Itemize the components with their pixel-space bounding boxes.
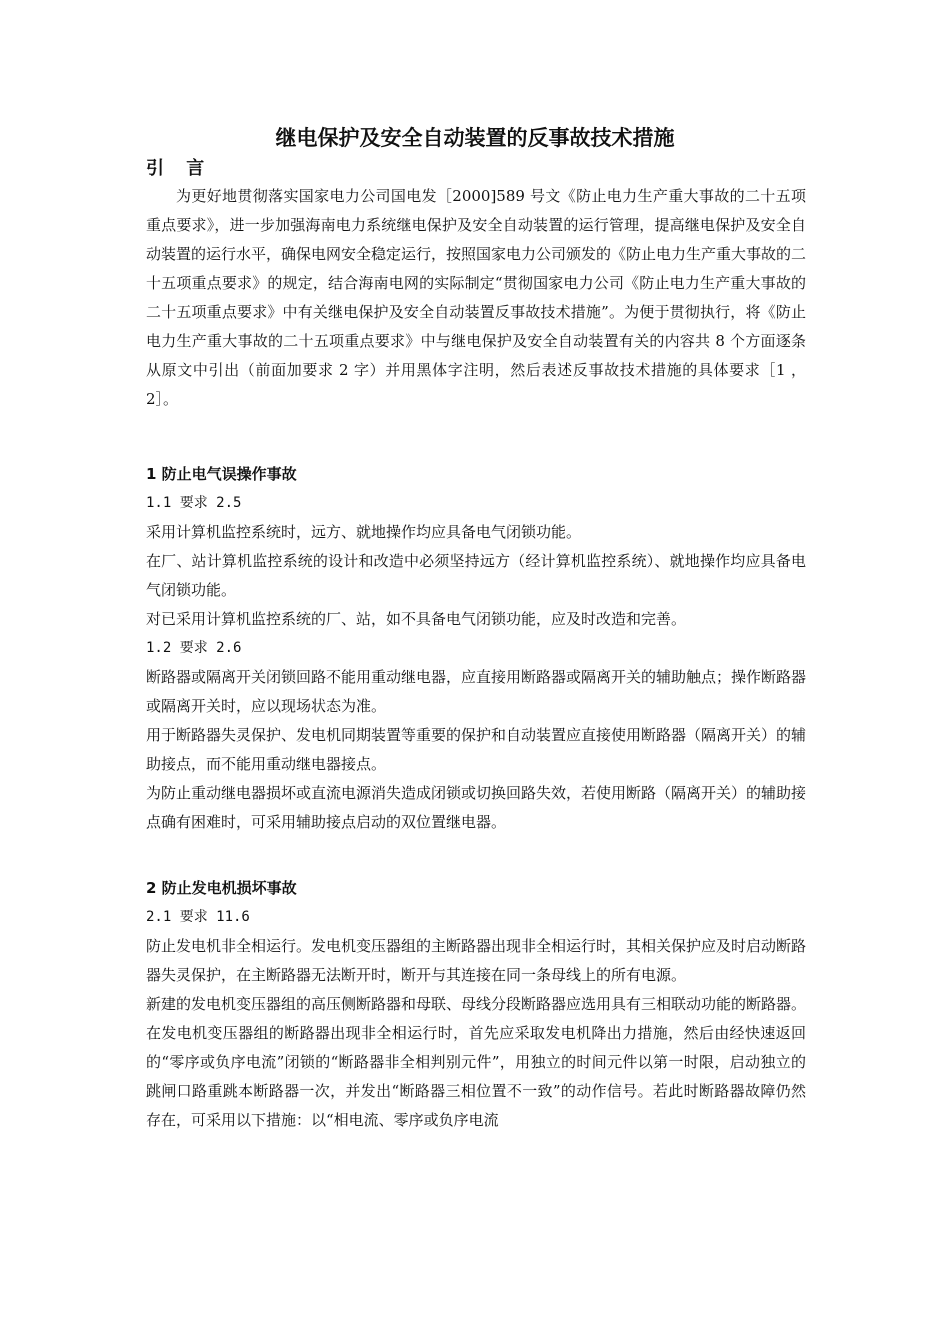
- intro-heading: 引 言: [146, 158, 213, 179]
- paragraph: 断路器或隔离开关闭锁回路不能用重动继电器，应直接用断路器或隔离开关的辅助触点；操作断路器或隔离开关时，应以现场状态为准。: [146, 668, 807, 715]
- intro-paragraph: 为更好地贯彻落实国家电力公司国电发［2000]589 号文《防止电力生产重大事故的二十五项重点要求》，进一步加强海南电力系统继电保护及安全自动装置的运行管理，提高继电保护及安全自动装置的运行水平，确保电网安全稳定运行，按照国家电力公司颁发的《防止电力生产重大事故的二十五项重点要求》的规定，结合海南电网的实际制定“贯彻国家电力公司《防止电力生产重大事故的二十五项重点要求》中有关继电保护及安全自动装置反事故技术措施”。为便于贯彻执行，将《防止电力生产重大事故的二十五项重点要求》中与继电保护及安全自动装置有关的内容共 8 个方面逐条从原文中引出（前面加要求 2 字）并用黑体字注明，然后表述反事故技术措施的具体要求［1 ， 2］。: [146, 187, 807, 408]
- document-title: 继电保护及安全自动装置的反事故技术措施: [275, 126, 675, 150]
- paragraph: 在发电机变压器组的断路器出现非全相运行时，首先应采取发电机降出力措施，然后由经快速返回的“零序或负序电流”闭锁的“断路器非全相判别元件”，用独立的时间元件以第一时限，启动独立的跳闸口路重跳本断路器一次，并发出“断路器三相位置不一致”的动作信号。若此时断路器故障仍然存在，可采用以下措施：以“相电流、零序或负序电流: [146, 1024, 806, 1129]
- subsection-heading: 1.2 要求 2.6: [146, 640, 242, 656]
- subsection-heading: 2.1 要求 11.6: [146, 909, 250, 925]
- paragraph: 对已采用计算机监控系统的厂、站，如不具备电气闭锁功能，应及时改造和完善。: [146, 610, 687, 628]
- paragraph: 在厂、站计算机监控系统的设计和改造中必须坚持远方（经计算机监控系统）、就地操作均应具备电气闭锁功能。: [146, 552, 806, 599]
- paragraph: 采用计算机监控系统时，远方、就地操作均应具备电气闭锁功能。: [146, 523, 582, 541]
- section-2: [146, 874, 806, 1135]
- paragraph: 防止发电机非全相运行。发电机变压器组的主断路器出现非全相运行时，其相关保护应及时启动断路器失灵保护，在主断路器无法断开时，断开与其连接在同一条母线上的所有电源。: [146, 937, 807, 984]
- paragraph: 新建的发电机变压器组的高压侧断路器和母联、母线分段断路器应选用具有三相联动功能的断路器。: [146, 995, 807, 1013]
- paragraph: 为防止重动继电器损坏或直流电源消失造成闭锁或切换回路失效，若使用断路（隔离开关）的辅助接点确有困难时，可采用辅助接点启动的双位置继电器。: [146, 784, 807, 831]
- section-1: [146, 460, 806, 837]
- paragraph: 用于断路器失灵保护、发电机同期装置等重要的保护和自动装置应直接使用断路器（隔离开关）的辅助接点，而不能用重动继电器接点。: [146, 726, 807, 773]
- subsection-heading: 1.1 要求 2.5: [146, 495, 242, 511]
- section-heading: 1 防止电气误操作事故: [146, 465, 297, 483]
- section-heading: 2 防止发电机损坏事故: [146, 879, 297, 897]
